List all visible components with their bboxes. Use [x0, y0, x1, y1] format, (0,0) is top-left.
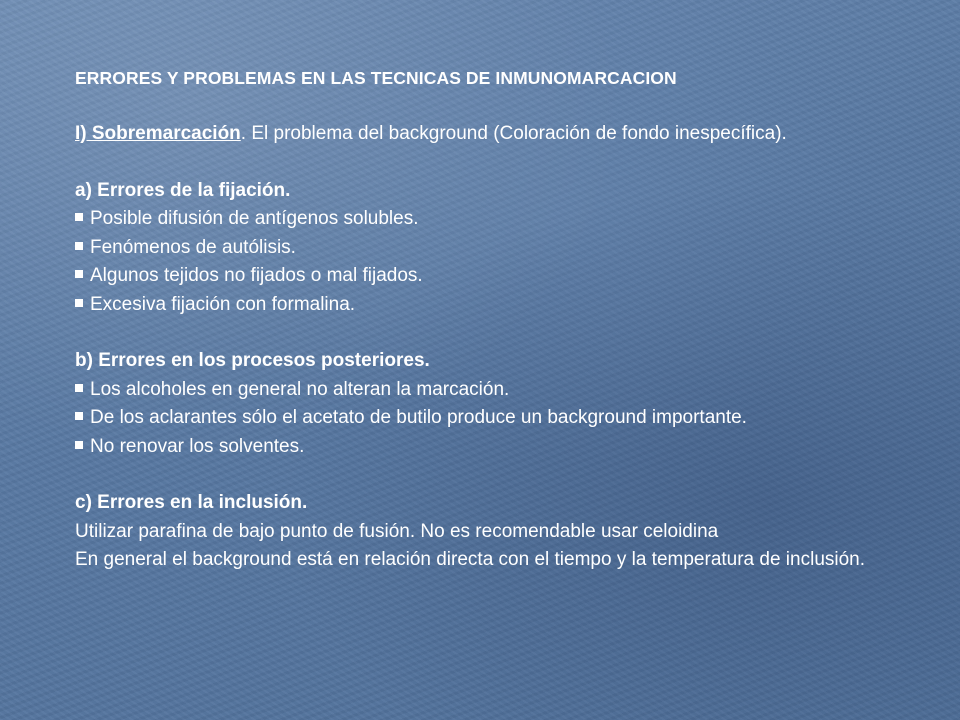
intro-text: . El problema del background (Coloración de fondo inespecífica). [240, 123, 787, 144]
section-inclusion [75, 489, 915, 575]
section-heading: a) Errores de la fijación. [75, 179, 291, 201]
slide-title: ERRORES Y PROBLEMAS EN LAS TECNICAS DE INMUNOMARCACION [75, 68, 677, 88]
intro-paragraph [75, 120, 915, 149]
section-fixation [75, 177, 915, 320]
list-item [75, 262, 915, 291]
list-item [75, 205, 915, 234]
bullet-list [75, 205, 915, 319]
list-item [75, 291, 915, 320]
square-bullet-icon [75, 242, 83, 250]
square-bullet-icon [75, 384, 83, 392]
square-bullet-icon [75, 299, 83, 307]
list-item-text: De los aclarantes sólo el acetato de butilo produce un background importante. [90, 407, 747, 428]
square-bullet-icon [75, 270, 83, 278]
section-heading: c) Errores en la inclusión. [75, 492, 308, 513]
list-item-text: Posible difusión de antígenos solubles. [90, 208, 419, 229]
list-item-text: Fenómenos de autólisis. [90, 236, 296, 258]
list-item [75, 433, 915, 462]
list-item-text: Algunos tejidos no fijados o mal fijados. [90, 265, 423, 286]
list-item [75, 234, 915, 263]
square-bullet-icon [75, 441, 83, 449]
section-heading: b) Errores en los procesos posteriores. [75, 350, 430, 371]
paragraph-line: Utilizar parafina de bajo punto de fusión. No es recomendable usar celoidina [75, 520, 719, 542]
list-item-text: No renovar los solventes. [90, 435, 305, 457]
intro-heading: I) Sobremarcación [75, 123, 241, 144]
section-later-processes [75, 347, 915, 461]
square-bullet-icon [75, 213, 83, 221]
bullet-list [75, 376, 915, 462]
slide-content [75, 64, 915, 575]
list-item [75, 376, 915, 405]
list-item [75, 404, 915, 433]
square-bullet-icon [75, 412, 83, 420]
paragraph-line: En general el background está en relación directa con el tiempo y la temperatura de inclusión. [75, 549, 866, 570]
list-item-text: Excesiva fijación con formalina. [90, 293, 356, 315]
list-item-text: Los alcoholes en general no alteran la marcación. [90, 378, 510, 400]
